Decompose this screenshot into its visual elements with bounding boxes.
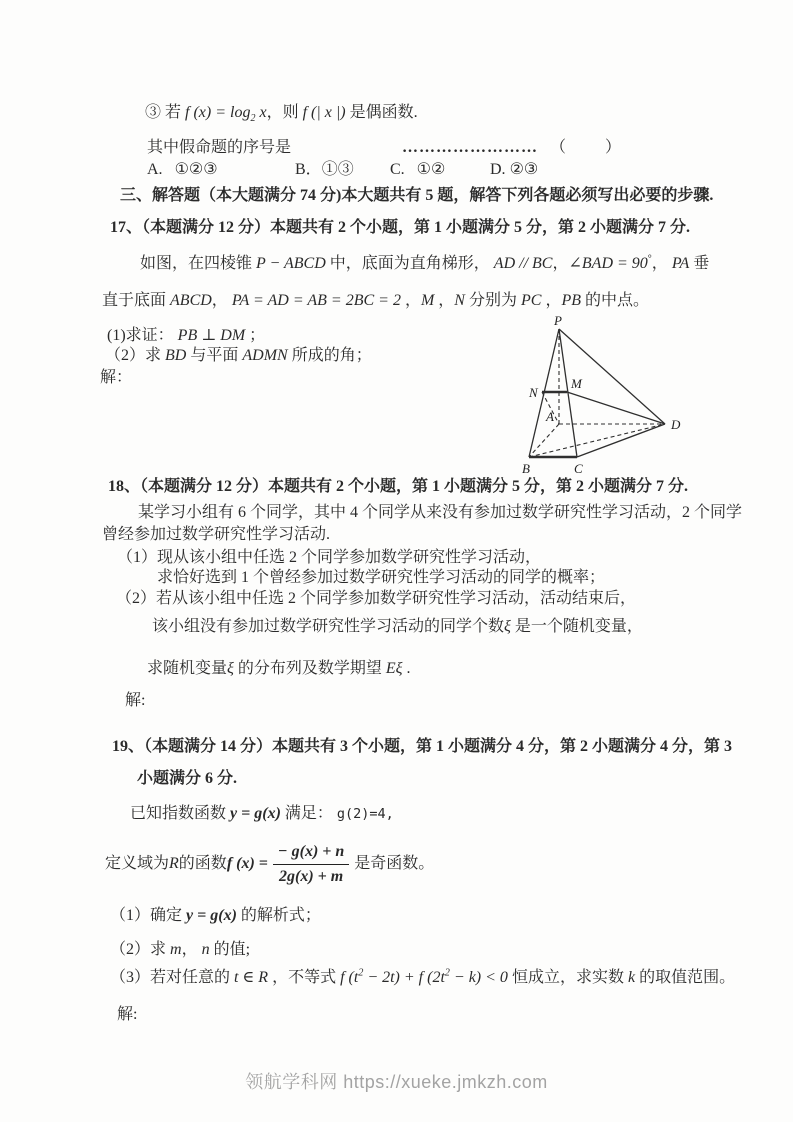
q18-s2b-xi: ξ	[504, 618, 511, 635]
q16-stmt3-log-base: 2	[250, 113, 256, 125]
q18-subquestion-2a: （2）若从该小组中任选 2 个同学参加数学研究性学习活动，活动结束后，	[116, 590, 637, 607]
q19-solve-label: 解:	[117, 1006, 138, 1023]
q19-paragraph-2	[105, 840, 434, 888]
q17-s1-label: (1)求证：	[107, 327, 178, 344]
q17-l2-equalities: PA = AD = AB = 2BC = 2	[231, 292, 401, 309]
q19-p1-text2: 满足：	[280, 805, 337, 822]
q16-option-b-key: B．	[295, 161, 322, 178]
q19-fraction-numerator: − g(x) + n	[273, 842, 349, 865]
vertex-label-c: C	[574, 461, 583, 476]
q19-s3-end: 的取值范围。	[639, 969, 736, 986]
q18-s2c-text1: 求随机变量	[147, 660, 228, 677]
q17-subquestion-2	[105, 346, 372, 366]
q16-option-b	[295, 160, 354, 180]
q17-l2-comma3: ，	[434, 292, 455, 309]
q17-l2-pb: PB	[561, 292, 581, 309]
q18-s2c-xi: ξ	[227, 660, 234, 677]
q17-l2-text1: 直于底面	[102, 292, 171, 309]
q17-body-line1	[140, 254, 709, 274]
q16-option-b-value: ①③	[321, 161, 354, 178]
q17-l2-pc: PC	[520, 292, 542, 309]
q17-l1-text1: 如图，在四棱锥	[140, 255, 257, 272]
q16-option-d-value: ②③	[509, 161, 539, 178]
q16-answer-paren-open: （	[550, 139, 567, 156]
q19-p2-text1: 定义域为	[105, 855, 170, 872]
q17-solve-label: 解：	[100, 369, 133, 386]
q17-l2-abcd: ABCD	[170, 292, 212, 309]
vertex-label-b: B	[522, 461, 530, 476]
q19-fraction	[273, 842, 349, 887]
q19-s3-text2: 恒成立，求实数	[507, 969, 624, 986]
q16-statement-3	[145, 103, 418, 123]
q17-l2-comma2: ，	[400, 292, 421, 309]
q18-subquestion-2c	[147, 659, 411, 679]
q17-s2-end: 所成的角；	[287, 347, 372, 364]
q17-s2-label: （2）求	[105, 347, 166, 364]
q19-p1-g2: g(2)=4,	[336, 806, 394, 822]
q16-stmt3-var: x	[255, 104, 267, 121]
q19-s2-m: m	[170, 941, 182, 958]
q19-s3-tinr: t ∈ R	[234, 969, 269, 986]
q18-s2c-end: .	[402, 660, 411, 677]
vertex-label-m: M	[571, 376, 582, 391]
q17-l1-text2: 中，底面为直角梯形，	[325, 255, 494, 272]
q17-l1-pyramid-name: P − ABCD	[256, 255, 326, 272]
q19-s2-label: （2）求	[110, 941, 171, 958]
q16-option-a-value: ①②③	[174, 161, 218, 178]
q19-s2-n: n	[201, 941, 210, 958]
q17-l1-pa: PA	[671, 255, 690, 272]
q19-p2-r: R	[169, 855, 179, 872]
q19-s3-k: k	[623, 969, 640, 986]
q17-s2-bd: BD	[165, 347, 187, 364]
q17-l1-angle: ∠BAD = 90	[568, 255, 648, 272]
q19-p1-gfunc: y = g(x)	[230, 805, 281, 822]
q17-s2-admn: ADMN	[242, 347, 288, 364]
vertex-label-d: D	[671, 417, 681, 432]
q19-subquestion-3	[110, 968, 735, 988]
q18-solve-label: 解:	[125, 692, 146, 709]
q16-option-c-value: ①②	[416, 161, 446, 178]
q19-s2-comma: ，	[181, 941, 202, 958]
q19-s3-text1: ，不等式	[268, 969, 341, 986]
q18-s2b-text1: 该小组没有参加过数学研究性学习活动的同学个数	[152, 618, 505, 635]
q19-s3-sup2: 2	[444, 967, 450, 979]
q17-l2-text3: 的中点。	[581, 292, 650, 309]
q16-prompt-label: 其中假命题的序号是	[147, 139, 292, 156]
q17-l1-comma2: ，	[651, 255, 672, 272]
q17-l2-comma4: ，	[541, 292, 562, 309]
q16-option-a	[147, 160, 218, 180]
q17-l2-n: N	[454, 292, 465, 309]
q17-l1-degree-sup: °	[647, 253, 652, 265]
vertex-label-a: A	[546, 409, 554, 424]
footer-watermark: 领航学科网 https://xueke.jmkzh.com	[245, 1072, 548, 1092]
q16-stmt3-formula: f (x) = log	[185, 104, 251, 121]
q18-subquestion-1b: 求恰好选到 1 个曾经参加过数学研究性学习活动的同学的概率；	[157, 569, 606, 586]
q19-s1-end: 的解析式；	[236, 907, 321, 924]
q19-p2-text3: 是奇函数。	[354, 855, 435, 872]
edge-md	[567, 392, 665, 424]
vertex-label-n: N	[529, 385, 538, 400]
q16-option-c	[390, 160, 445, 180]
edge-bd-dashed	[529, 424, 665, 457]
q19-s3-sup1: 2	[358, 967, 364, 979]
q16-stmt3-abs-formula: f (| x |)	[302, 104, 346, 121]
q19-title-line2: 小题满分 6 分.	[137, 770, 238, 787]
pyramid-figure	[495, 312, 690, 480]
q19-s1-label: （1）确定	[110, 907, 187, 924]
q17-l1-text3: 垂	[689, 255, 710, 272]
q16-dotted-leader: ……………………	[402, 139, 538, 156]
q18-paragraph-2: 曾经参加过数学研究性学习活动.	[102, 526, 331, 543]
q17-l1-comma1: ，	[552, 255, 569, 272]
q16-stmt3-pre: ③ 若	[145, 104, 186, 121]
q16-option-a-key: A.	[147, 161, 163, 178]
q19-s3-f1: f (t	[340, 969, 359, 986]
q18-title: 18、（本题满分 12 分）本题共有 2 个小题，第 1 小题满分 5 分，第 2 小题满分 7 分.	[108, 478, 689, 495]
q17-l2-m: M	[420, 292, 435, 309]
q17-s1-perp: PB ⊥ DM	[177, 327, 246, 344]
q19-fraction-denominator: 2g(x) + m	[279, 867, 344, 885]
q16-stmt3-mid: ，则	[266, 104, 303, 121]
q17-l2-text2: 分别为	[464, 292, 521, 309]
q19-subquestion-1	[110, 906, 321, 926]
edge-cd	[577, 424, 665, 457]
q19-s3-f2: − 2t) + f (2t	[363, 969, 445, 986]
q18-s2b-text2: 是一个随机变量，	[510, 618, 643, 635]
q17-body-line2	[102, 291, 649, 311]
q18-s2c-text2: 的分布列及数学期望	[233, 660, 386, 677]
q16-stmt3-post: 是偶函数.	[345, 104, 418, 121]
q17-l1-parallel: AD // BC	[493, 255, 553, 272]
q16-option-d	[490, 160, 538, 180]
q16-answer-paren-close: ）	[605, 139, 622, 156]
q16-option-d-key: D.	[490, 161, 506, 178]
q19-p2-fx: f (x) =	[226, 855, 268, 872]
q17-s2-text: 与平面	[186, 347, 243, 364]
vertex-label-p: P	[554, 313, 562, 328]
section3-heading: 三、解答题（本大题满分 74 分)本大题共有 5 题，解答下列各题必须写出必要的步骤.	[120, 187, 714, 204]
q19-p1-text1: 已知指数函数	[130, 805, 231, 822]
q19-title-line1: 19、（本题满分 14 分）本题共有 3 个小题，第 1 小题满分 4 分，第 2 小题满分 4 分，第 3	[112, 738, 733, 755]
q17-s1-end: ；	[245, 327, 266, 344]
q19-s3-label: （3）若对任意的	[110, 969, 235, 986]
q19-s2-end: 的值;	[209, 941, 251, 958]
q18-paragraph-1: 某学习小组有 6 个同学，其中 4 个同学从来没有参加过数学研究性学习活动，2 个同学	[138, 504, 743, 521]
q16-option-c-key: C.	[390, 161, 405, 178]
q19-subquestion-2	[110, 940, 250, 960]
q17-subquestion-1	[107, 326, 265, 346]
q17-l2-comma1: ，	[211, 292, 232, 309]
q18-subquestion-1a: （1）现从该小组中任选 2 个同学参加数学研究性学习活动，	[117, 549, 542, 566]
q19-paragraph-1	[130, 804, 394, 824]
q19-s1-gfunc: y = g(x)	[186, 907, 237, 924]
q17-title: 17、（本题满分 12 分）本题共有 2 个小题，第 1 小题满分 5 分，第 2 小题满分 7 分.	[110, 219, 691, 236]
q19-s3-f3: − k) < 0	[449, 969, 508, 986]
q18-s2c-exi: Eξ	[385, 660, 403, 677]
q18-subquestion-2b	[152, 617, 643, 637]
q19-p2-text2: 的函数	[178, 855, 227, 872]
